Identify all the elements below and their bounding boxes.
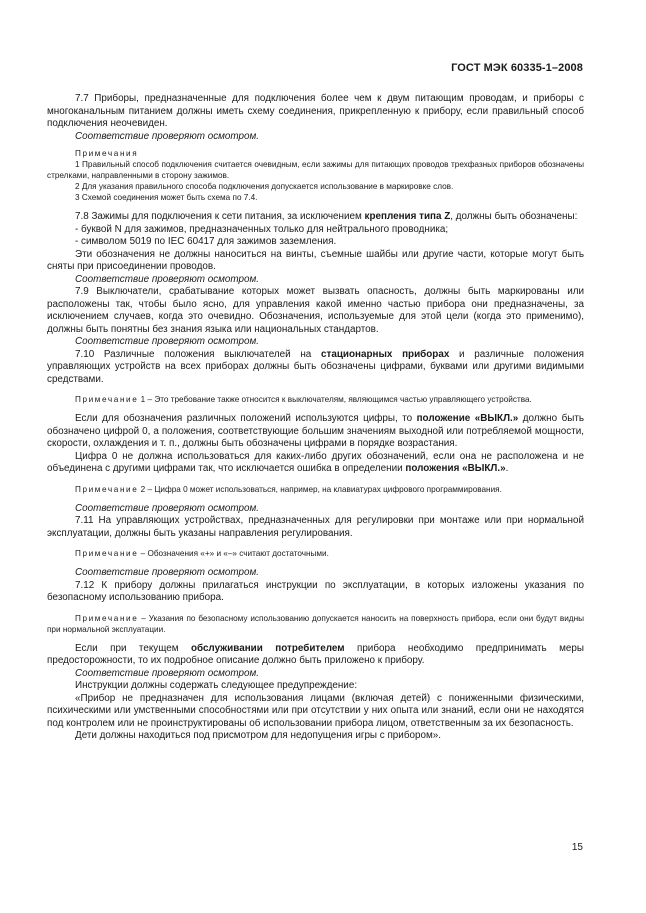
compliance-7-9: Соответствие проверяют осмотром. bbox=[75, 336, 260, 347]
clause-7-10-p2 bbox=[47, 413, 584, 451]
note-7-7-2: 2 Для указания правильного способа подключения допускается использование в маркировке слов. bbox=[75, 182, 454, 191]
page-number: 15 bbox=[571, 842, 583, 853]
notes-label-7-7: Примечания bbox=[75, 149, 139, 158]
note-text: – Обозначения «+» и «–» считают достаточными. bbox=[138, 549, 329, 558]
note-7-7-1: 1 Правильный способ подключения считается очевидным, если зажимы для питающих проводов трехфазных приборов обозначены стрелками, направленными в сторону зажимов. bbox=[47, 160, 584, 180]
compliance-7-11: Соответствие проверяют осмотром. bbox=[75, 567, 260, 578]
note-7-10-2 bbox=[47, 484, 584, 495]
note-label: Примечание bbox=[75, 613, 139, 623]
clause-7-7: 7.7 Приборы, предназначенные для подключения более чем к двум питающим проводам, и приборы с многоканальным питанием должны иметь схему соединения, прикрепленную к прибору, если правильный способ подключения неочевиден. bbox=[47, 93, 584, 129]
clause-7-10-p3 bbox=[47, 451, 584, 476]
clause-7-8-text-a: 7.8 Зажимы для подключения к сети питания, за исключением bbox=[75, 211, 365, 222]
clause-7-10-p3-b: . bbox=[505, 463, 509, 474]
note-label: Примечание bbox=[75, 395, 139, 404]
note-label: Примечание bbox=[75, 549, 139, 558]
list-item-neutral: - буквой N для зажимов, предназначенных только для нейтрального проводника; bbox=[75, 223, 449, 235]
clause-7-12-p3: Инструкции должны содержать следующее предупреждение: bbox=[75, 680, 358, 691]
note-text: 1 – Это требование также относится к выключателям, являющимся частью управляющего устройства. bbox=[138, 395, 532, 404]
note-7-12 bbox=[47, 613, 584, 635]
compliance-7-10: Соответствие проверяют осмотром. bbox=[75, 502, 260, 514]
note-text: – Указания по безопасному использованию допускается наносить на поверхность прибора, если они будут видны при нормальной эксплуатации. bbox=[47, 613, 584, 634]
clause-7-8-text-b: , должны быть обозначены: bbox=[450, 211, 578, 222]
clause-7-12-p2-a: Если при текущем bbox=[75, 642, 191, 654]
page-content bbox=[47, 93, 584, 743]
standard-header: ГОСТ МЭК 60335-1–2008 bbox=[451, 62, 583, 74]
clause-7-10-text-a: 7.10 Различные положения выключателей на bbox=[75, 348, 322, 360]
note-7-11 bbox=[47, 548, 584, 559]
clause-7-12-p2-b: прибора необходимо предпринимать меры предосторожности, то их подробное описание должно быть приложено к прибору. bbox=[47, 642, 584, 666]
clause-7-8-text-2: Эти обозначения не должны наноситься на винты, съемные шайбы или другие части, которые могут быть сняты при присоединении проводов. bbox=[47, 248, 584, 272]
note-7-10-1 bbox=[47, 394, 584, 405]
off-position-term: положение «ВЫКЛ.» bbox=[416, 413, 519, 424]
compliance-7-12: Соответствие проверяют осмотром. bbox=[75, 667, 260, 679]
warning-text: «Прибор не предназначен для использования лицами (включая детей) с пониженными физическими, психическими или умственными способностями или при отсутствии у них опыта или знаний, если они не находятся под контролем или не проинструктированы об использовании прибора лицом, ответственным за их безопасность. bbox=[47, 692, 584, 729]
clause-7-12: 7.12 К прибору должны прилагаться инструкции по эксплуатации, в которых изложены указания по безопасному использованию прибора. bbox=[47, 579, 584, 603]
list-item-earth: - символом 5019 по IEC 60417 для зажимов заземления. bbox=[75, 236, 337, 247]
note-text: 2 – Цифра 0 может использоваться, например, на клавиатурах цифрового программирования. bbox=[138, 484, 502, 494]
off-position-term: положения «ВЫКЛ.» bbox=[405, 463, 506, 474]
clause-7-12-p2 bbox=[47, 643, 584, 668]
clause-7-8-term: крепления типа Z bbox=[364, 211, 451, 222]
compliance-7-7: Соответствие проверяют осмотром. bbox=[75, 130, 260, 142]
clause-7-10-text-b: и различные положения управляющих устройств на всех приборах должны быть обозначены цифрами, буквами или другими видимыми средствами. bbox=[47, 348, 584, 385]
note-7-7-3: 3 Схемой соединения может быть схема по 7.4. bbox=[75, 193, 258, 202]
clause-7-8 bbox=[47, 211, 584, 224]
compliance-7-8: Соответствие проверяют осмотром. bbox=[75, 273, 260, 285]
clause-7-9: 7.9 Выключатели, срабатывание которых может вызвать опасность, должны быть маркированы или расположены так, чтобы было ясно, для управления какой именно частью прибора они предназначены, за исключением случаев, когда это очевидно. Обозначения, используемые для этой цели (когда это применимо), должны быть понятны без знания языка или национальных стандартов. bbox=[47, 286, 584, 335]
user-maintenance-term: обслуживании потребителем bbox=[190, 642, 345, 654]
children-supervision-text: Дети должны находиться под присмотром для недопущения игры с прибором». bbox=[75, 730, 441, 741]
note-label: Примечание bbox=[75, 484, 139, 494]
clause-7-11: 7.11 На управляющих устройствах, предназначенных для регулировки при монтаже или при нормальной эксплуатации, должны быть указаны направления регулирования. bbox=[47, 515, 584, 539]
clause-7-10 bbox=[47, 349, 584, 387]
clause-7-10-p3-a: Цифра 0 не должна использоваться для каких-либо других обозначений, если она не расположена и не объединена с другими цифрами так, что исключается ошибка в определении bbox=[47, 450, 584, 474]
clause-7-10-term: стационарных приборах bbox=[321, 348, 450, 360]
clause-7-10-p2-b: должно быть обозначено цифрой 0, а положения, соответствующие большим значениям выходной или потребляемой мощности, скорости, охлаждения и т. п., должны быть обозначены цифрами в порядке возрастания. bbox=[47, 413, 584, 449]
clause-7-10-p2-a: Если для обозначения различных положений используются цифры, то bbox=[75, 413, 417, 424]
